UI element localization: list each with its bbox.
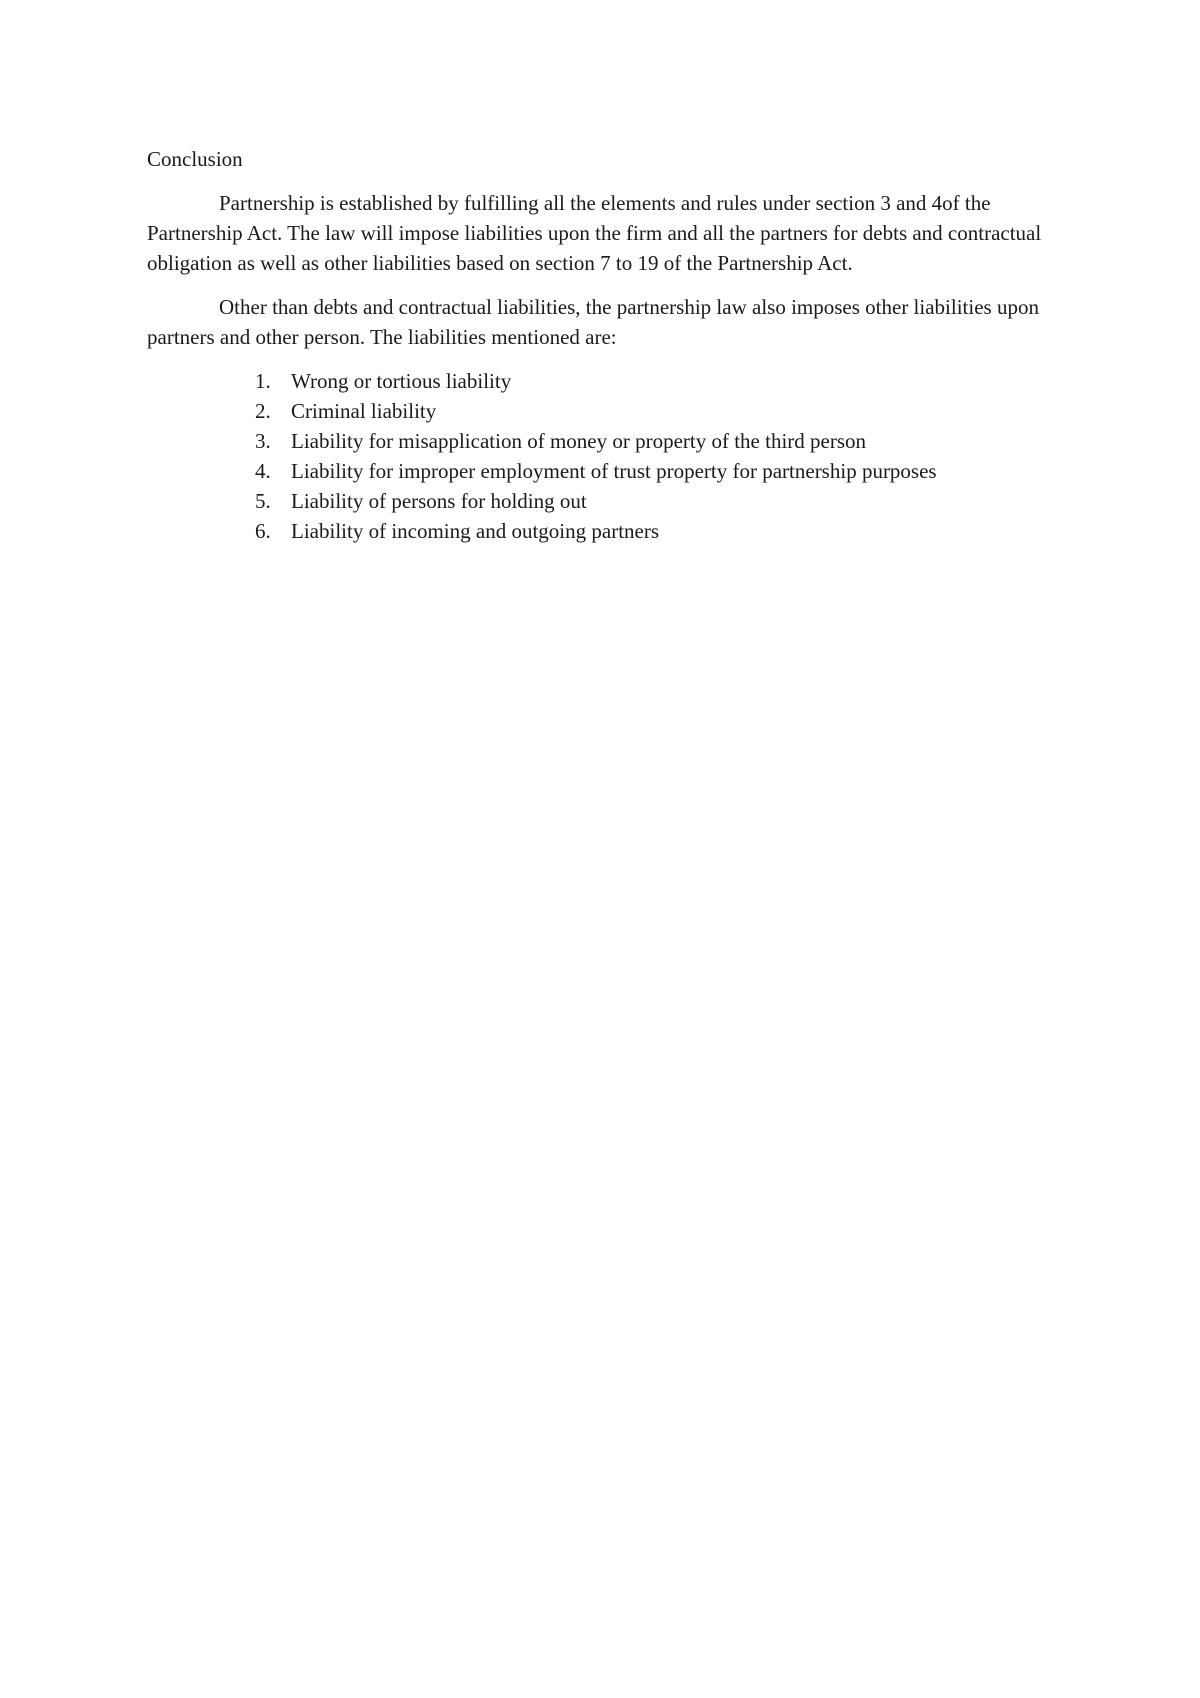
list-item: [255, 396, 1047, 426]
list-item: [255, 426, 1047, 456]
list-text: Liability of incoming and outgoing partners: [291, 519, 660, 543]
paragraph-1: Partnership is established by fulfilling all the elements and rules under section 3 and 4of the Partnership Act. The law will impose liabilities upon the firm and all the partners for debts and contractual obligation as well as other liabilities based on section 7 to 19 of the Partnership Act.: [147, 191, 1042, 275]
list-item: [255, 486, 1047, 516]
list-number: 5.: [255, 489, 271, 513]
paragraph-2: Other than debts and contractual liabilities, the partnership law also imposes other liabilities upon partners and other person. The liabilities mentioned are:: [147, 295, 1039, 349]
list-number: 4.: [255, 459, 271, 483]
section-heading: Conclusion: [147, 147, 243, 171]
document-body: [147, 144, 1047, 546]
list-item: [255, 366, 1047, 396]
list-number: 6.: [255, 519, 271, 543]
list-text: Criminal liability: [291, 399, 437, 423]
list-item: [255, 456, 1047, 486]
list-number: 1.: [255, 369, 271, 393]
list-item: [255, 516, 1047, 546]
list-text: Wrong or tortious liability: [291, 369, 512, 393]
list-text: Liability for misapplication of money or property of the third person: [291, 429, 867, 453]
list-text: Liability for improper employment of trust property for partnership purposes: [291, 459, 937, 483]
list-number: 3.: [255, 429, 271, 453]
list-text: Liability of persons for holding out: [291, 489, 587, 513]
list-number: 2.: [255, 399, 271, 423]
liabilities-list: [147, 366, 1047, 546]
